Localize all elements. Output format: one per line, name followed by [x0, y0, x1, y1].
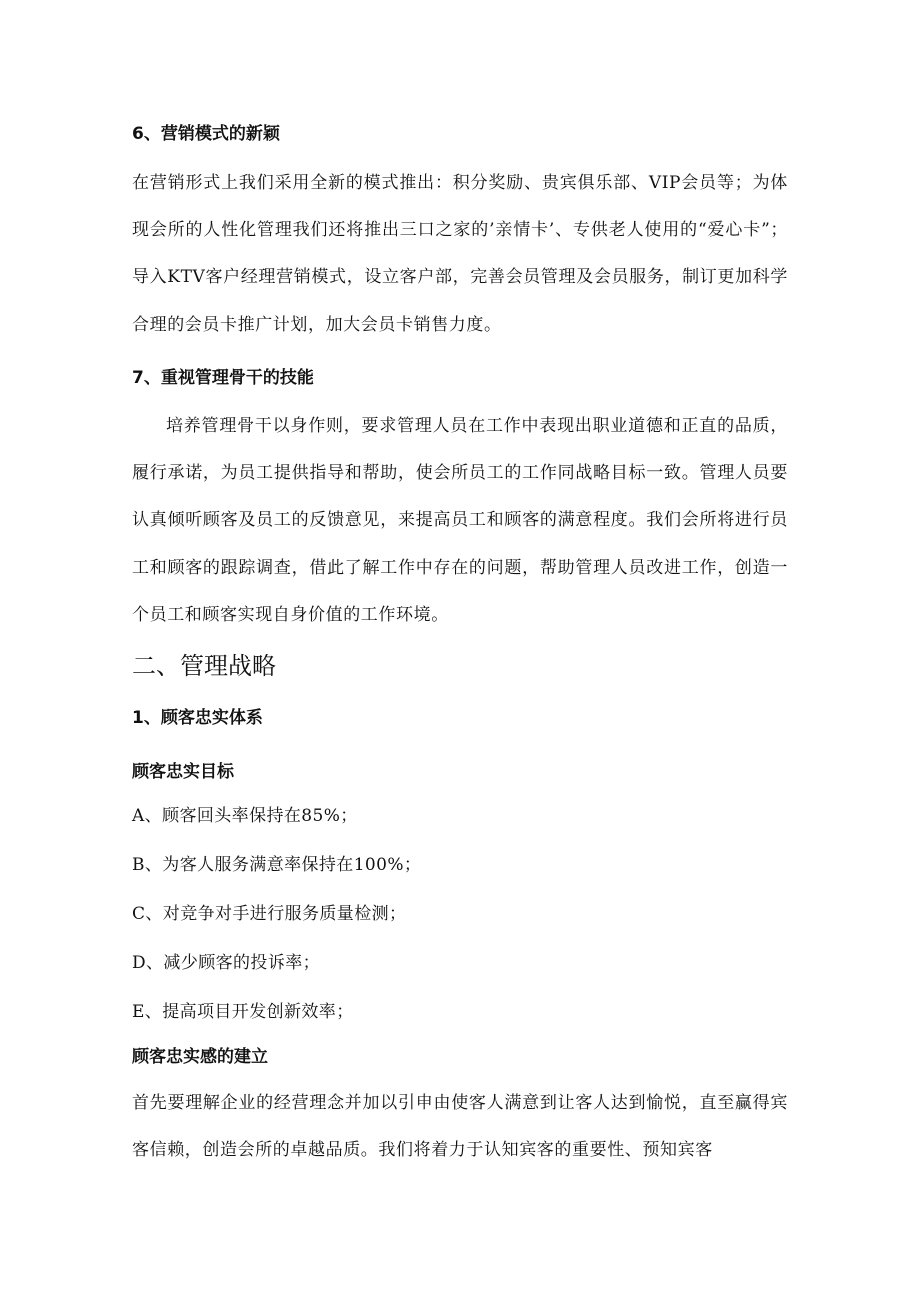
goal-title: 顾客忠实目标: [132, 762, 234, 782]
section-7-body: 培养管理骨干以身作则，要求管理人员在工作中表现出职业道德和正直的品质，履行承诺，为员工提供指导和帮助，使会所员工的工作同战略目标一致。管理人员要认真倾听顾客及员工的反馈意见，来提高员工和顾客的满意程度。我们会所将进行员工和顾客的跟踪调查，借此了解工作中存在的问题，帮助管理人员改进工作，创造一个员工和顾客实现自身价值的工作环境。: [132, 416, 788, 625]
goal-item: B、为客人服务满意率保持在100%；: [132, 855, 422, 875]
goal-item: A、顾客回头率保持在85%；: [132, 806, 358, 826]
section-7-title: 7、重视管理骨干的技能: [132, 368, 314, 388]
section-6-body: 在营销形式上我们采用全新的模式推出：积分奖励、贵宾俱乐部、VIP会员等；为体现会所的人性化管理我们还将推出三口之家的’亲情卡’、专供老人使用的“爱心卡”；导入KTV客户经理营销模式，设立客户部，完善会员管理及会员服务，制订更加科学合理的会员卡推广计划，加大会员卡销售力度。: [132, 173, 788, 335]
build-title: 顾客忠实感的建立: [132, 1047, 268, 1067]
section-6-title: 6、营销模式的新颖: [132, 124, 280, 144]
build-body: 首先要理解企业的经营理念并加以引申由使客人满意到让客人达到愉悦，直至赢得宾客信赖，创造会所的卓越品质。我们将着力于认知宾客的重要性、预知宾客: [132, 1093, 788, 1161]
section-1-title: 1、顾客忠实体系: [132, 708, 263, 728]
goal-item: E、提高项目开发创新效率；: [132, 1002, 354, 1022]
goal-item: C、对竞争对手进行服务质量检测；: [132, 904, 407, 924]
part-2-title: 二、管理战略: [132, 652, 276, 680]
goal-item: D、减少顾客的投诉率；: [132, 953, 321, 973]
